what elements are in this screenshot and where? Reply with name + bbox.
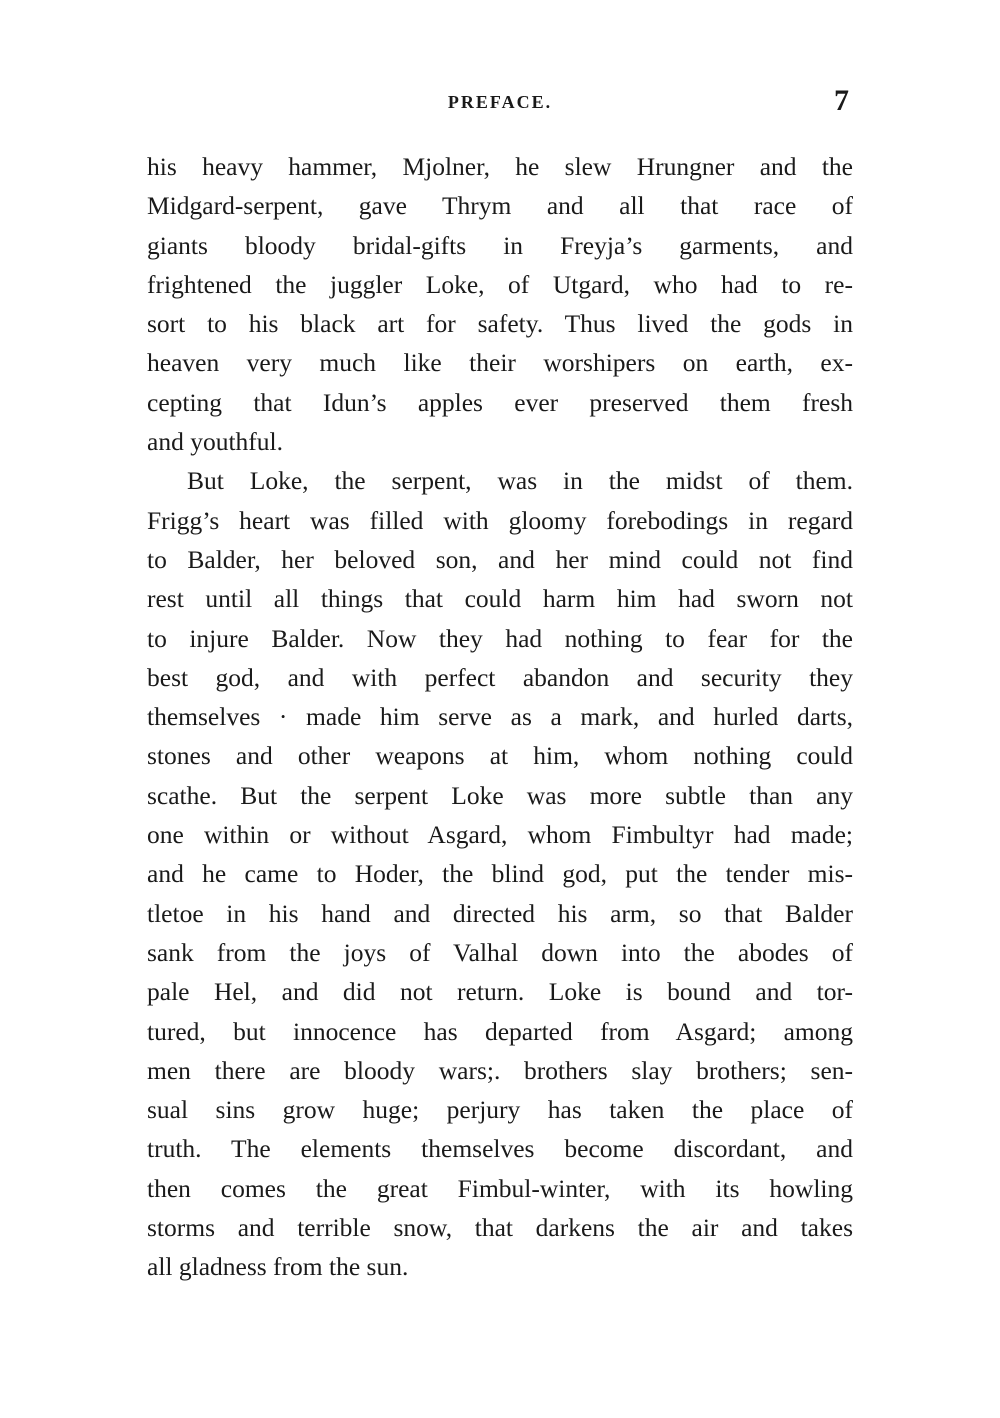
body-text [147,147,853,1287]
text-line: pale Hel, and did not return. Loke is bound and tor- [147,977,853,1007]
paragraph-2 [147,461,853,1286]
text-line: his heavy hammer, Mjolner, he slew Hrungner and the [147,152,853,181]
text-line: all gladness from the sun. [147,1252,409,1282]
text-line: tletoe in his hand and directed his arm, so that Balder [147,898,853,928]
text-line: and youthful. [147,427,283,457]
text-line: themselves · made him serve as a mark, and hurled darts, [147,702,853,732]
text-line: cepting that Idun’s apples ever preserved them fresh [147,387,853,417]
text-line: But Loke, the serpent, was in the midst of them. [187,466,853,496]
text-line: giants bloody bridal-gifts in Freyja’s garments, and [147,230,853,260]
text-line: scathe. But the serpent Loke was more subtle than any [147,780,853,810]
text-line: to injure Balder. Now they had nothing to fear for the [147,623,853,653]
text-line: stones and other weapons at him, whom nothing could [147,741,853,771]
text-line: to Balder, her beloved son, and her mind could not find [147,544,853,574]
text-line: Frigg’s heart was filled with gloomy forebodings in regard [147,505,853,535]
text-line: sank from the joys of Valhal down into the abodes of [147,937,853,967]
text-line: Midgard-serpent, gave Thrym and all that race of [147,191,853,221]
text-line: tured, but innocence has departed from Asgard; among [147,1016,853,1046]
text-line: heaven very much like their worshipers on earth, ex- [147,348,853,378]
page-number: 7 [834,84,849,117]
text-line: frightened the juggler Loke, of Utgard, who had to re- [147,269,853,299]
text-line: sort to his black art for safety. Thus lived the gods in [147,309,853,339]
text-line: sual sins grow huge; perjury has taken the place of [147,1095,853,1125]
text-line: rest until all things that could harm him had sworn not [147,584,853,614]
text-line: then comes the great Fimbul-winter, with its howling [147,1173,853,1203]
text-line: storms and terrible snow, that darkens the air and takes [147,1213,853,1243]
text-line: men there are bloody wars;. brothers slay brothers; sen- [147,1055,853,1085]
running-title: PREFACE. [447,92,553,112]
text-line: truth. The elements themselves become discordant, and [147,1134,853,1164]
text-line: and he came to Hoder, the blind god, put the tender mis- [147,859,853,889]
paragraph-1 [147,147,853,461]
page-header [147,84,853,124]
text-line: one within or without Asgard, whom Fimbultyr had made; [147,820,853,850]
text-line: best god, and with perfect abandon and security they [147,662,853,692]
